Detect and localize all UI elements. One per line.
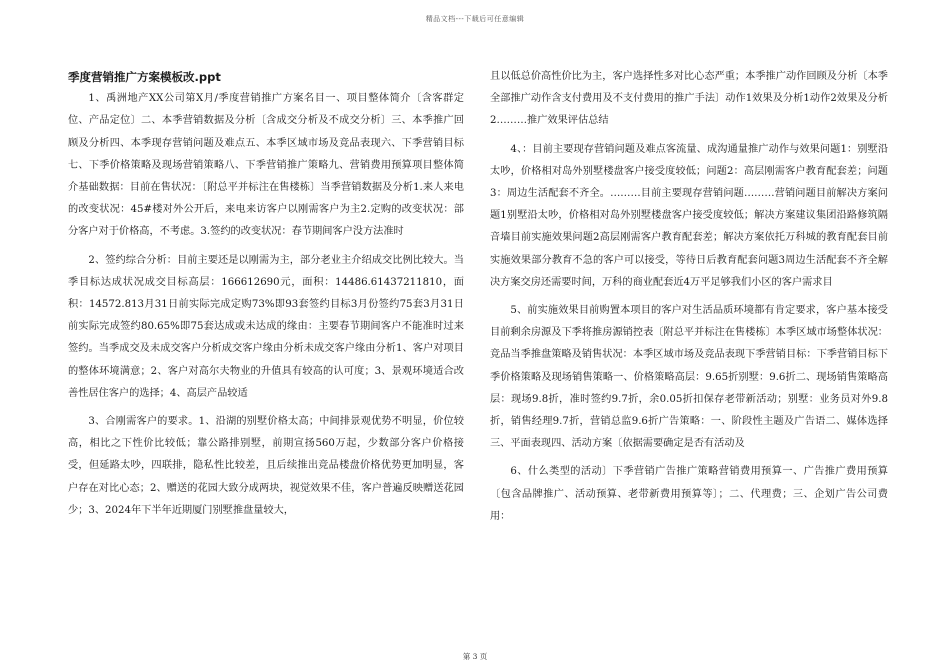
paragraph: 1、禹洲地产XX公司第X月/季度营销推广方案名目一、项目整体简介〔含客群定位、产品定位〕二、本季营销数据及分析〔含成交分析及不成交分析〕三、本季推广回顾及分析四、本季现存营销问题及难点五、本季区域市场及竞品表现六、下季营销目标七、下季价格策略及现场营销策略八、下季营销推广策略九、营销费用预算项目整体简介基础数据：目前在售状况：〔附总平并标注在售楼栋〕当季营销数据及分析1.来人来电的改变状况：45#楼对外公开后，来电来访客户以刚需客户为主2.定购的改变状况：部分客户对于价格高，不考虑。3.签约的改变状况：春节期间客户没方法准时 xyxy=(68,93,464,238)
right-column xyxy=(490,66,888,534)
paragraph: 2、签约综合分析：目前主要还是以刚需为主，部分老业主介绍成交比例比较大。当季目标达成状况成交目标高层：166612690元，面积：14486.61437211810，面积：14572.813月31日前实际完成定购73%即93套签约目标3月份签约75套3月31日前实际完成签约80.65%即75套达成或未达成的缘由：主要春节期间客户不能准时过来签约。当季成交及未成交客户分析成交客户缘由分析未成交客户缘由分析1、客户对项目的整体环境满意；2、客户对高尔夫物业的升值具有较高的认可度；3、景观环境适合改善性居住客户的选择；4、高层产品较适 xyxy=(68,254,464,399)
page-number: 第 3 页 xyxy=(462,652,488,661)
paragraph: 4、：目前主要现存营销问题及难点客流量、成沟通量推广动作与效果问题1：别墅沿太吵，价格相对岛外别墅楼盘客户接受度较低；问题2：高层刚需客户教育配套差；问题3：周边生活配套不齐全。………目前主要现存营销问题………营销问题目前解决方案问题1别墅沿太吵，价格相对岛外别墅楼盘客户接受度较低；解决方案建议集团沿路修筑隔音墙目前实施效果问题2高层刚需客户教育配套差；解决方案依托万科城的教育配套目前实施效果部分教育不急的客户可以接受，等待日后教育配套问题3周边生活配套不齐全解决方案交房还需要时间，万科的商业配套近4万平足够我们小区的客户需求目 xyxy=(490,143,888,288)
document-title: 季度营销推广方案模板改.ppt xyxy=(68,70,221,84)
document-header-note: 精品文档---下载后可任意编辑 xyxy=(425,15,525,23)
paragraph: 5、前实施效果目前购置本项目的客户对生活品质环境都有肯定要求，客户基本接受目前剩余房源及下季将推房源销控表〔附总平并标注在售楼栋〕本季区域市场整体状况：竞品当季推盘策略及销售状况：本季区域市场及竞品表现下季营销目标：下季营销目标下季价格策略及现场销售策略一、价格策略高层：9.65折别墅：9.6折二、现场销售策略高层：现场9.8折，准时签约9.7折，余0.05折扣保存老带新活动；别墅：业务员对外9.8折，销售经理9.7折，营销总监9.6折广告策略：一、阶段性主题及广告语二、媒体选择三、平面表现四、活动方案〔依据需要确定是否有活动及 xyxy=(490,305,888,450)
left-column xyxy=(68,66,464,528)
paragraph: 3、合刚需客户的要求。1、沿湖的别墅价格太高；中间排景观优势不明显，价位较高，相比之下性价比较低；靠公路排别墅，前期宣扬560万起，少数部分客户价格接受，但延路太吵，四联排，隐私性比较差，且后续推出竞品楼盘价格优势更加明显，客户存在对比心态；2、赠送的花园大致分成两块，视觉效果不佳，客户普遍反映赠送花园少；3、2024年下半年近期厦门别墅推盘量较大， xyxy=(68,416,464,516)
paragraph: 6、什么类型的活动〕下季营销广告推广策略营销费用预算一、广告推广费用预算〔包含品牌推广、活动预算、老带新费用预算等〕；二、代理费；三、企划广告公司费用： xyxy=(490,466,888,522)
paragraph: 且以低总价高性价比为主，客户选择性多对比心态严重；本季推广动作回顾及分析〔本季全部推广动作含支付费用及不支付费用的推广手法〕动作1效果及分析1动作2效果及分析2………推广效果评估总结 xyxy=(490,71,888,127)
